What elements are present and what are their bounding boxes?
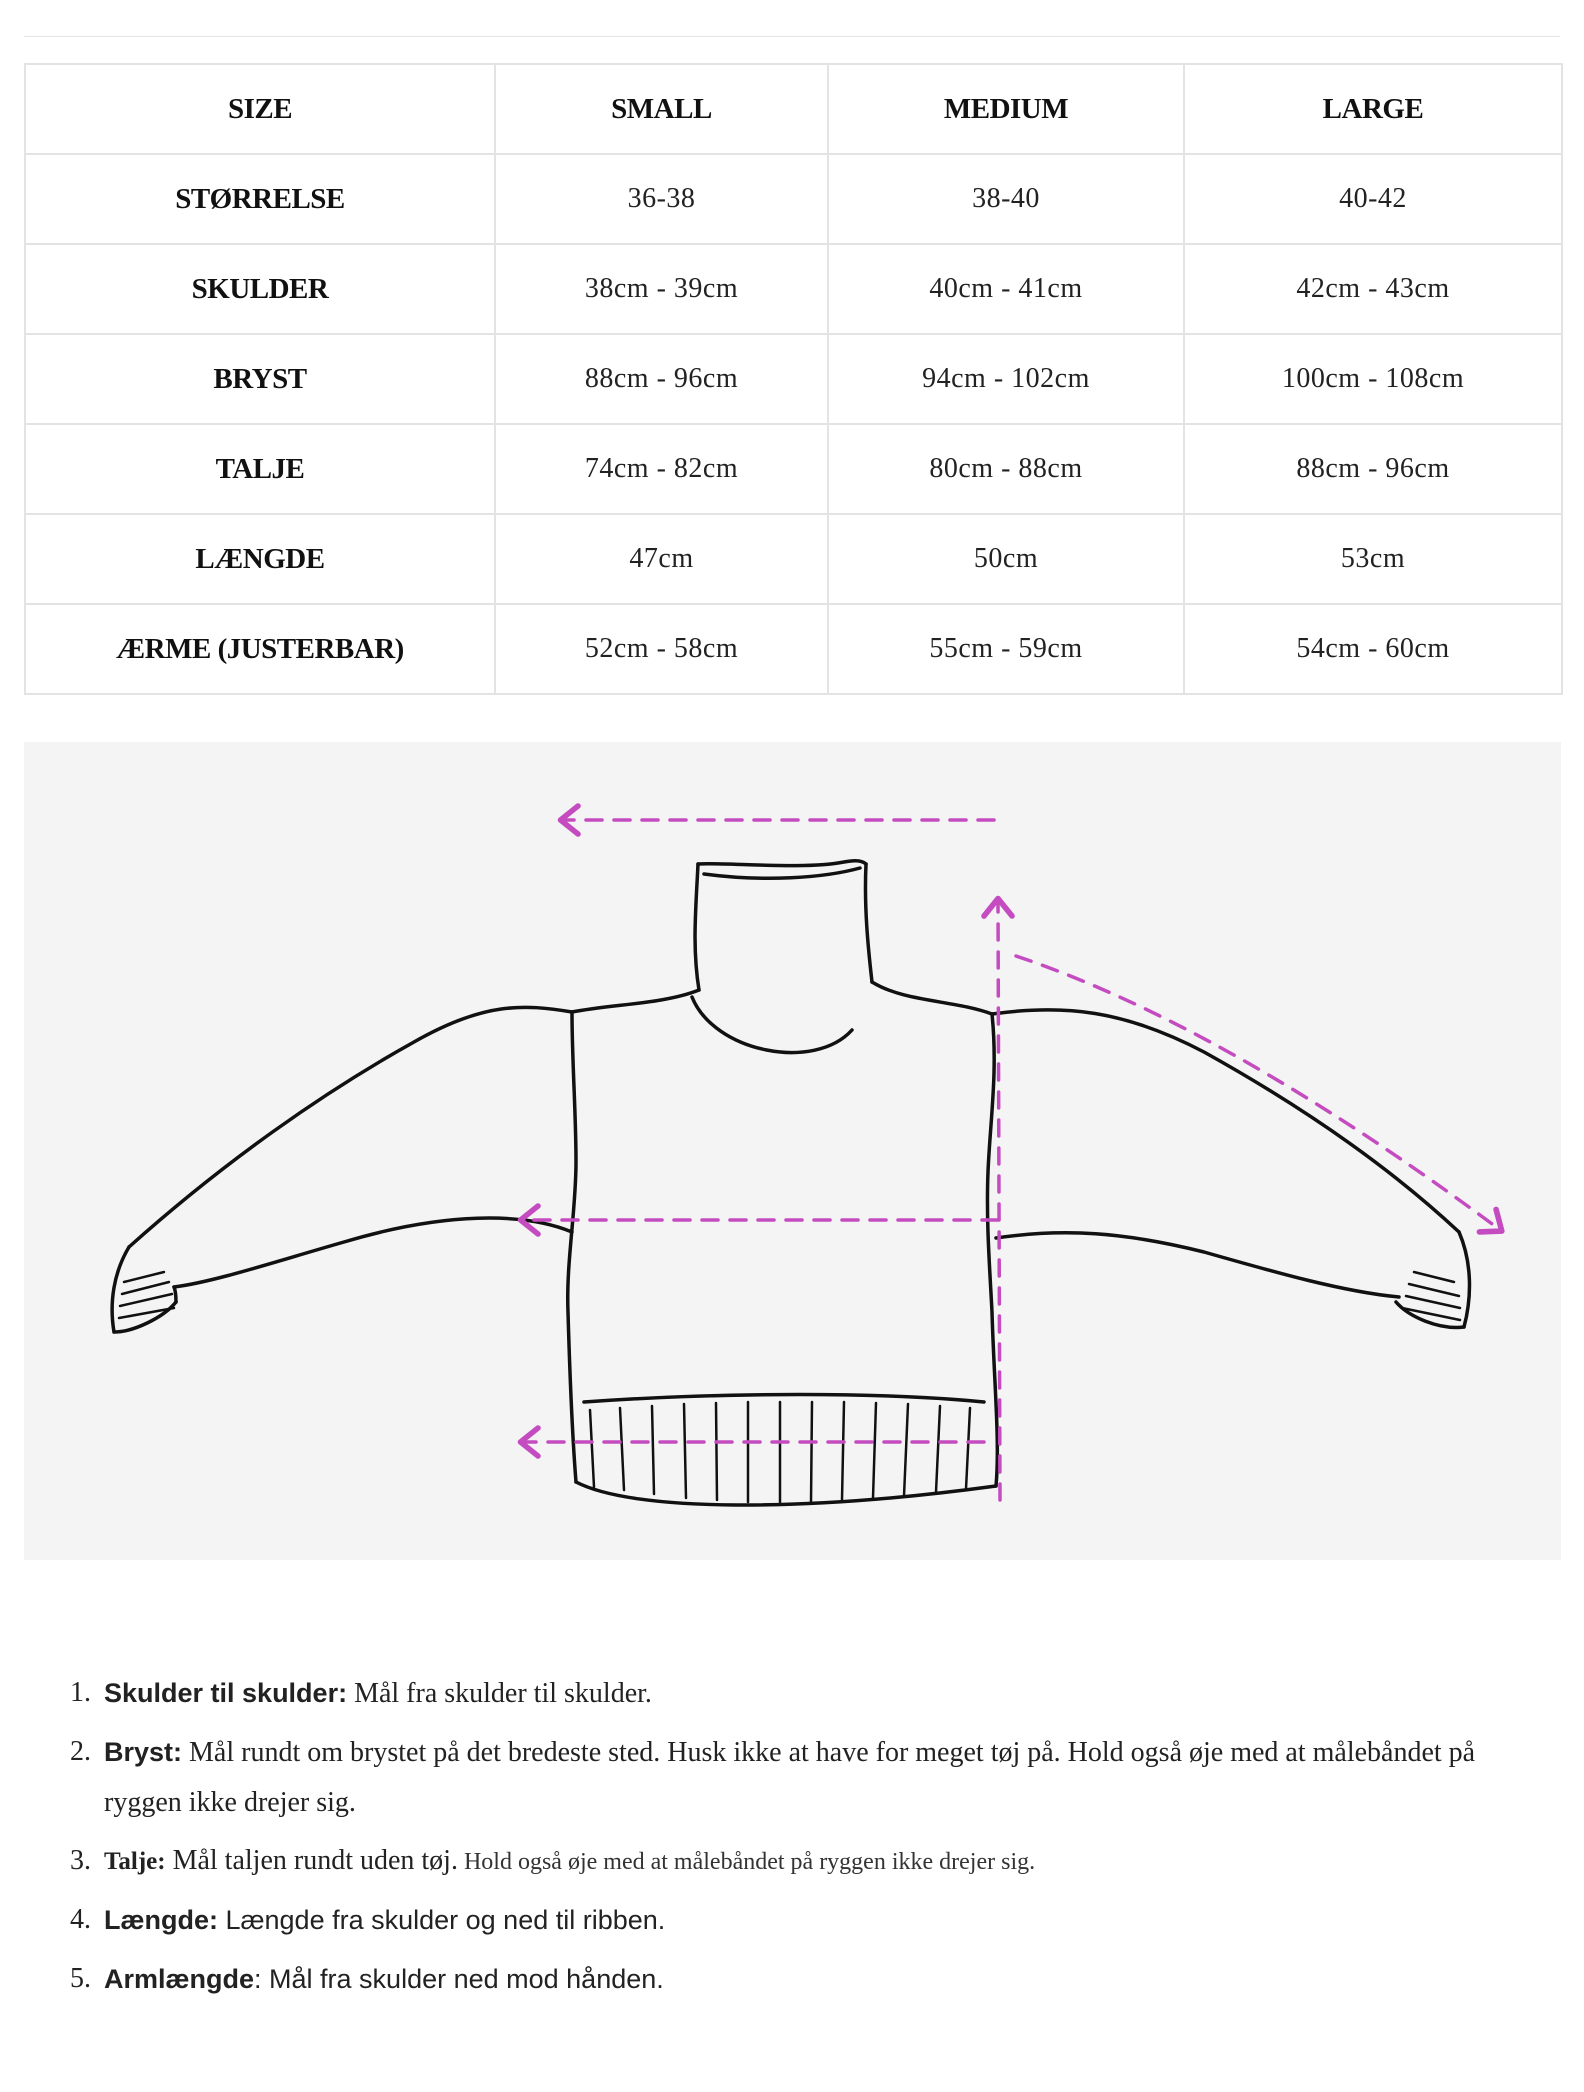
left-cuff-inner (174, 1287, 176, 1302)
table-row-talje (25, 424, 1562, 514)
instruction-item (70, 1895, 1510, 1946)
hem-rib (966, 1408, 970, 1489)
cell-small: 36-38 (495, 154, 828, 244)
ribbing-lines (119, 1272, 1460, 1502)
cell-large: 40-42 (1184, 154, 1562, 244)
list-number: 4. (70, 1904, 91, 1935)
hem-rib (811, 1402, 812, 1502)
cell-medium: 94cm - 102cm (828, 334, 1184, 424)
cell-medium: 50cm (828, 514, 1184, 604)
right-cuff-outer (1459, 1232, 1469, 1327)
sweater-measurement-diagram (24, 742, 1561, 1560)
top-divider (24, 36, 1560, 37)
left-cuff-rib (122, 1282, 169, 1294)
list-number: 2. (70, 1736, 91, 1767)
row-label: LÆNGDE (25, 514, 495, 604)
instruction-item (70, 1836, 1510, 1887)
hem-rib (620, 1408, 624, 1490)
cell-large: 88cm - 96cm (1184, 424, 1562, 514)
sleeve-arrow (1016, 956, 1499, 1229)
cell-medium: 38-40 (828, 154, 1184, 244)
right-sleeve-bottom (996, 1233, 1399, 1297)
size-chart-table (24, 63, 1563, 695)
collar-top (698, 861, 866, 866)
instruction-term: Armlængde (104, 1964, 255, 1994)
hem-rib (590, 1410, 594, 1487)
instruction-text: Mål rundt om brystet på det bredeste sted. Husk ikke at have for meget tøj på. Hold også øje med at målebåndet på ryggen ikke drejer sig. (104, 1737, 1476, 1818)
sweater-outline (112, 861, 1469, 1505)
cell-medium: 55cm - 59cm (828, 604, 1184, 694)
neckline-curve (692, 997, 852, 1053)
hem-rib (904, 1404, 908, 1496)
cell-medium: 40cm - 41cm (828, 244, 1184, 334)
table-row-stoerrelse (25, 154, 1562, 244)
instruction-extra: Hold også øje med at målebåndet på ryggen ikke drejer sig. (457, 1849, 1036, 1875)
right-sleeve-top (992, 1010, 1459, 1232)
left-shoulder (572, 990, 699, 1012)
instruction-item (70, 1727, 1510, 1828)
hem-rib (652, 1406, 654, 1494)
table-row-bryst (25, 334, 1562, 424)
collar-fold (704, 868, 860, 878)
header-cell-medium: MEDIUM (828, 64, 1184, 154)
row-label: BRYST (25, 334, 495, 424)
body-left-side (568, 1012, 576, 1482)
instruction-text: : Mål fra skulder ned mod hånden. (254, 1964, 664, 1994)
right-cuff-rib (1406, 1296, 1460, 1308)
list-number: 1. (70, 1677, 91, 1708)
instruction-term: Skulder til skulder: (104, 1678, 348, 1708)
list-number: 5. (70, 1963, 91, 1994)
body-right-side (987, 1014, 997, 1486)
cell-small: 52cm - 58cm (495, 604, 828, 694)
cell-large: 54cm - 60cm (1184, 604, 1562, 694)
cell-medium: 80cm - 88cm (828, 424, 1184, 514)
header-cell-large: LARGE (1184, 64, 1562, 154)
row-label: ÆRME (JUSTERBAR) (25, 604, 495, 694)
row-label: TALJE (25, 424, 495, 514)
instruction-term: Længde: (104, 1905, 218, 1935)
cell-small: 74cm - 82cm (495, 424, 828, 514)
hem-rib (842, 1402, 844, 1500)
hem-bottom (576, 1482, 996, 1505)
left-sleeve-top (129, 1007, 572, 1247)
left-cuff-rib (124, 1272, 164, 1282)
collar-left-edge (695, 864, 699, 990)
instruction-term: Talje: (104, 1848, 166, 1875)
hem-top (584, 1395, 984, 1403)
measurement-instructions (70, 1668, 1510, 2013)
instruction-text: Mål fra skulder til skulder. (347, 1678, 652, 1709)
table-row-skulder (25, 244, 1562, 334)
left-cuff-rib (120, 1294, 172, 1306)
instruction-item (70, 1668, 1510, 1719)
cell-small: 38cm - 39cm (495, 244, 828, 334)
length-arrow (998, 902, 1000, 1500)
hem-rib (936, 1406, 940, 1492)
header-cell-size: SIZE (25, 64, 495, 154)
left-sleeve-bottom (174, 1218, 572, 1287)
collar-right-edge (865, 864, 872, 982)
instruction-text: Længde fra skulder og ned til ribben. (218, 1905, 666, 1935)
row-label: SKULDER (25, 244, 495, 334)
cell-large: 42cm - 43cm (1184, 244, 1562, 334)
right-cuff-rib (1409, 1284, 1459, 1296)
hem-rib (716, 1403, 717, 1500)
row-label: STØRRELSE (25, 154, 495, 244)
cell-large: 100cm - 108cm (1184, 334, 1562, 424)
header-cell-small: SMALL (495, 64, 828, 154)
list-number: 3. (70, 1845, 91, 1876)
table-row-aerme (25, 604, 1562, 694)
hem-rib (873, 1403, 876, 1498)
instruction-term: Bryst: (104, 1737, 183, 1767)
right-shoulder (872, 982, 992, 1014)
table-header-row (25, 64, 1562, 154)
instruction-text: Mål taljen rundt uden tøj. (165, 1845, 458, 1876)
sweater-illustration (24, 742, 1561, 1560)
left-cuff-outer (112, 1247, 129, 1332)
cell-small: 47cm (495, 514, 828, 604)
table-row-laengde (25, 514, 1562, 604)
cell-large: 53cm (1184, 514, 1562, 604)
hem-rib (684, 1404, 686, 1498)
right-cuff-rib (1414, 1272, 1454, 1282)
cell-small: 88cm - 96cm (495, 334, 828, 424)
instruction-item (70, 1954, 1510, 2005)
